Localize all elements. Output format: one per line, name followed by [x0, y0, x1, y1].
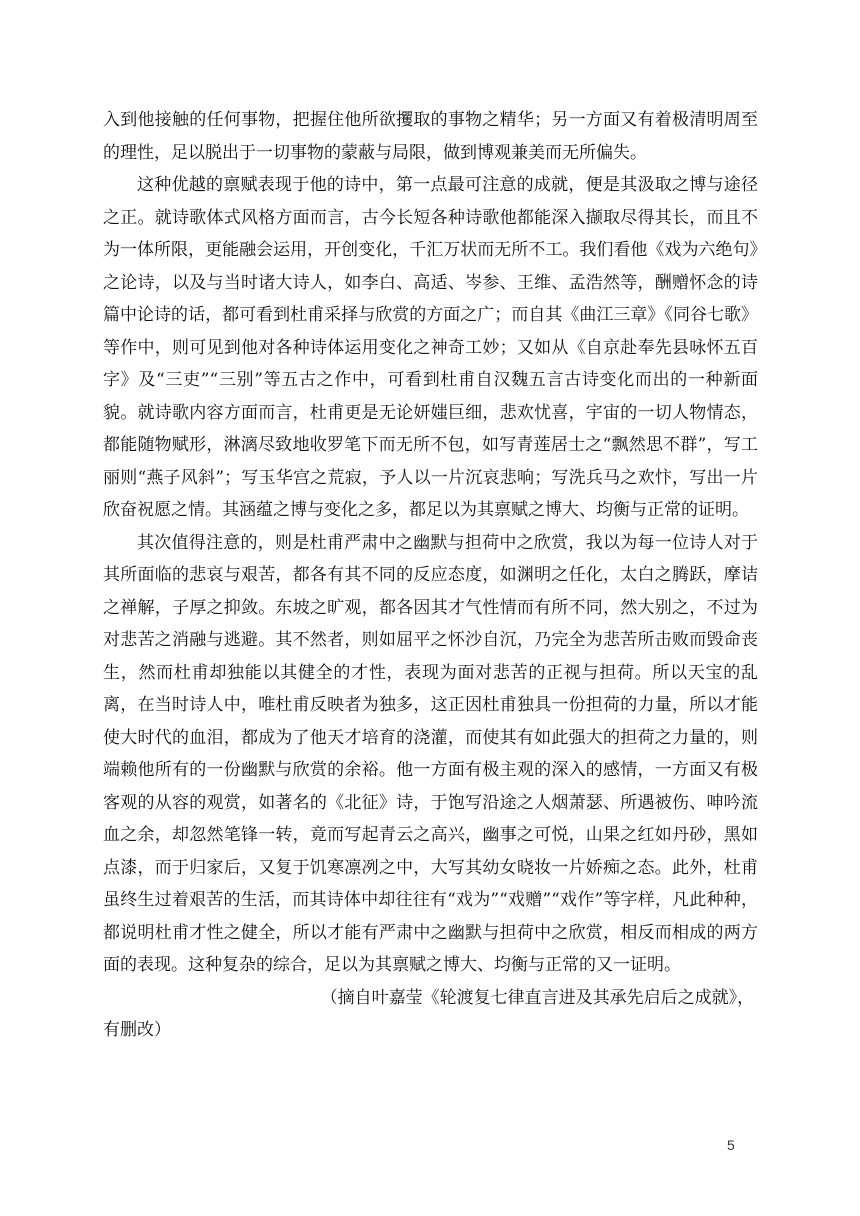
paragraph-1: 入到他接触的任何事物，把握住他所欲攫取的事物之精华；另一方面又有着极清明周至的理性，足以脱出于一切事物的蒙蔽与局限，做到博观兼美而无所偏失。: [103, 110, 758, 163]
source-citation: （摘自叶嘉莹《轮渡复七律直言进及其承先启后之成就》，有删改）: [103, 987, 755, 1040]
article-body: [103, 104, 758, 1047]
paragraph-3: 其次值得注意的，则是杜甫严肃中之幽默与担荷中之欣赏，我以为每一位诗人对于其所面临的悲哀与艰苦，都各有其不同的反应态度，如渊明之任化，太白之腾跃，摩诘之禅解，子厚之抑敛。东坡之旷观，都各因其才气性情而有所不同，然大别之，不过为对悲苦之消融与逃避。其不然者，则如屈平之怀沙自沉，乃完全为悲苦所击败而毁命丧生，然而杜甫却独能以其健全的才性，表现为面对悲苦的正视与担荷。所以天宝的乱离，在当时诗人中，唯杜甫反映者为独多，这正因杜甫独具一份担荷的力量，所以才能使大时代的血泪，都成为了他天才培育的浇灌，而使其有如此强大的担荷之力量的，则端赖他所有的一份幽默与欣赏的余裕。他一方面有极主观的深入的感情，一方面又有极客观的从容的观赏，如著名的《北征》诗，于饱写沿途之人烟萧瑟、所遇被伤、呻吟流血之余，却忽然笔锋一转，竟而写起青云之高兴，幽事之可悦，山果之红如丹砂，黑如点漆，而于归家后，又复于饥寒凛冽之中，大写其幼女晓妆一片娇痴之态。此外，杜甫虽终生过着艰苦的生活，而其诗体中却往往有“戏为”“戏赠”“戏作”等字样，凡此种种，都说明杜甫才性之健全，所以才能有严肃中之幽默与担荷中之欣赏，相反而相成的两方面的表现。这种复杂的综合，足以为其禀赋之博大、均衡与正常的又一证明。: [103, 532, 758, 975]
paragraph-2: 这种优越的禀赋表现于他的诗中，第一点最可注意的成就，便是其汲取之博与途径之正。就诗歌体式风格方面而言，古今长短各种诗歌他都能深入撷取尽得其长，而且不为一体所限，更能融会运用，开创变化，千汇万状而无所不工。我们看他《戏为六绝句》之论诗，以及与当时诸大诗人，如李白、高适、岑参、王维、孟浩然等，酬赠怀念的诗篇中论诗的话，都可看到杜甫采择与欣赏的方面之广；而自其《曲江三章》《同谷七歌》等作中，则可见到他对各种诗体运用变化之神奇工妙；又如从《自京赴奉先县咏怀五百字》及“三吏”“三别”等五古之作中，可看到杜甫自汉魏五言古诗变化而出的一种新面貌。就诗歌内容方面而言，杜甫更是无论妍媸巨细，悲欢忧喜，宇宙的一切人物情态，都能随物赋形，淋漓尽致地收罗笔下而无所不包，如写青莲居士之“飘然思不群”，写工丽则“燕子风斜”；写玉华宫之荒寂，予人以一片沉哀悲响；写洗兵马之欢忭，写出一片欣奋祝愿之情。其涵蕴之博与变化之多，都足以为其禀赋之博大、均衡与正常的证明。: [103, 175, 758, 520]
page-number: 5: [727, 1137, 735, 1153]
